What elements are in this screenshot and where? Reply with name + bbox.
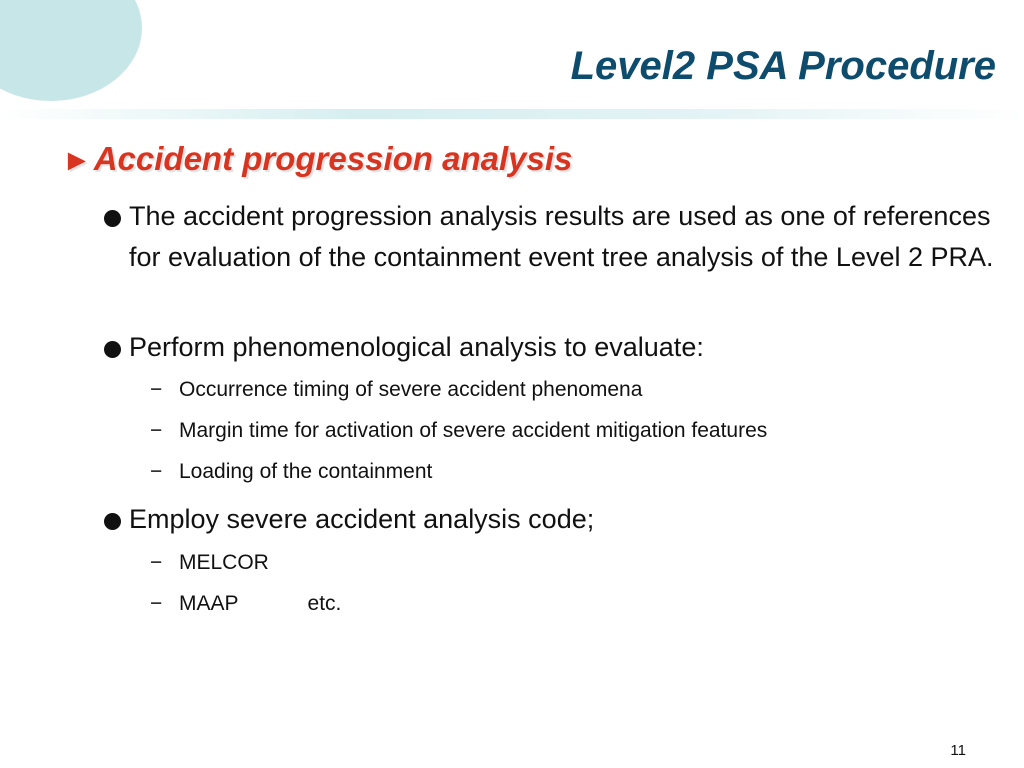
dash-icon: − [150, 551, 163, 574]
section-heading [62, 140, 572, 178]
sub-bullet-item [150, 457, 432, 487]
sub-bullet-suffix: etc. [307, 592, 342, 615]
sub-bullet-item [150, 375, 642, 405]
bullet-item [104, 327, 1004, 368]
header-divider-bar [0, 109, 1024, 119]
bullet-item [104, 499, 1004, 540]
section-heading-text: Accident progression analysis [93, 140, 573, 177]
decorative-corner-shape [0, 0, 142, 101]
slide-title: Level2 PSA Procedure [570, 44, 996, 88]
sub-bullet-text: Loading of the containment [179, 460, 433, 483]
sub-bullet-item [150, 548, 269, 578]
bullet-item [104, 196, 1004, 278]
dash-icon: − [150, 592, 163, 615]
dash-icon: − [150, 419, 163, 442]
bullet-dot-icon [104, 210, 121, 227]
bullet-dot-icon [104, 513, 121, 530]
page-number: 11 [950, 742, 966, 759]
sub-bullet-item [150, 416, 767, 446]
sub-bullet-text: MELCOR [179, 551, 269, 574]
sub-bullet-text: Margin time for activation of severe accident mitigation features [179, 419, 768, 442]
bullet-text: Employ severe accident analysis code; [129, 504, 595, 534]
sub-bullet-item [150, 589, 341, 619]
sub-bullet-text: Occurrence timing of severe accident phenomena [179, 378, 643, 401]
bullet-dot-icon [104, 341, 121, 358]
dash-icon: − [150, 460, 163, 483]
bullet-text: The accident progression analysis results are used as one of references for evaluation of the containment event tree analysis of the Level 2 PRA. [129, 201, 994, 272]
sub-bullet-text: MAAP [179, 592, 239, 615]
bullet-text: Perform phenomenological analysis to evaluate: [129, 332, 704, 362]
arrow-bullet-icon: ► [62, 144, 92, 177]
dash-icon: − [150, 378, 163, 401]
